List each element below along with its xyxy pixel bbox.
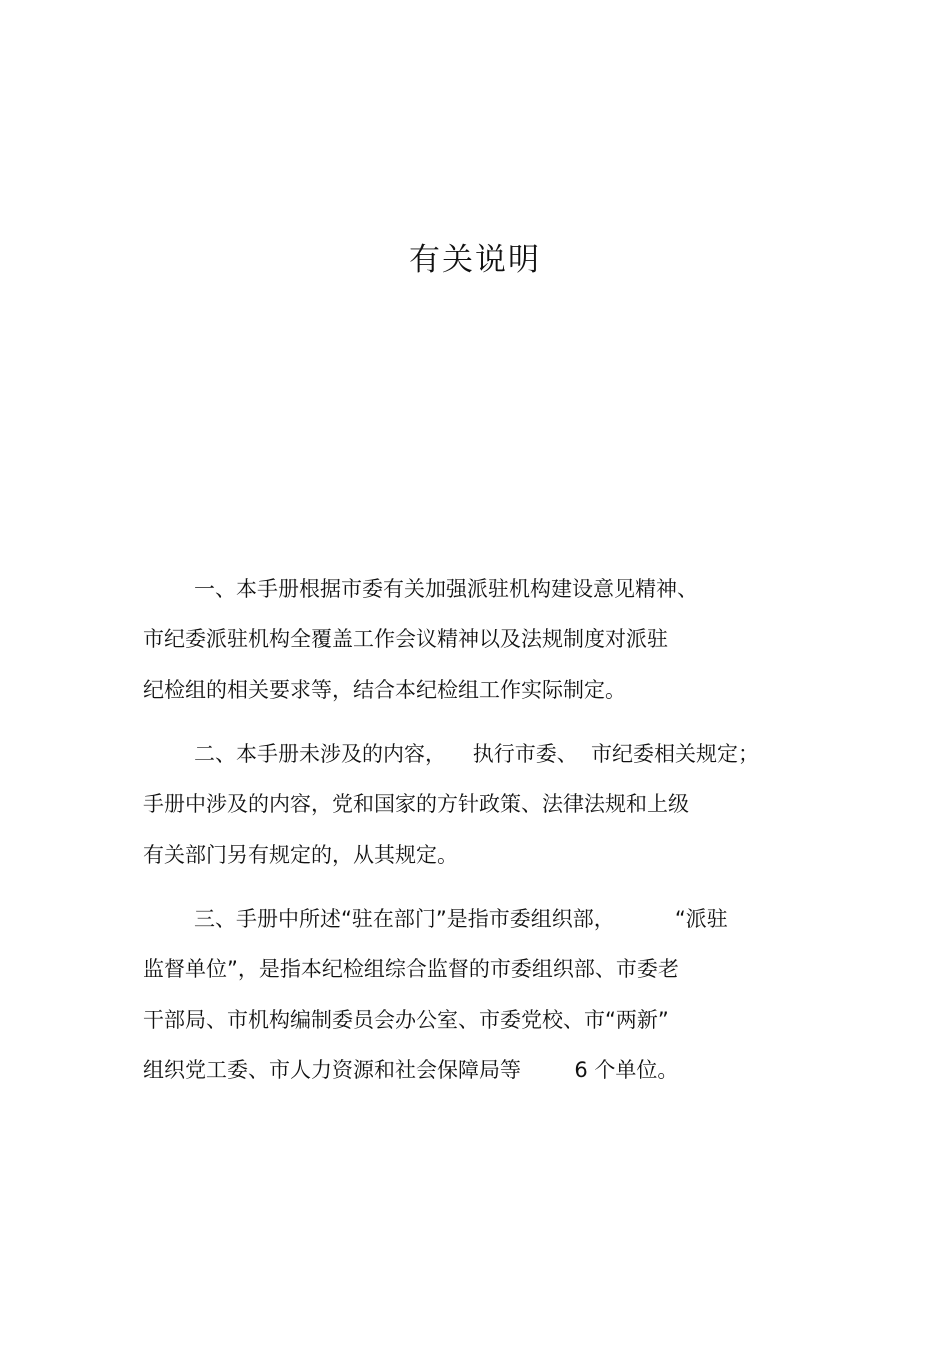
paragraph-line: 市纪委派驻机构全覆盖工作会议精神以及法规制度对派驻 — [143, 627, 668, 651]
page-title: 有关说明 — [409, 242, 541, 278]
paragraph-line: 纪检组的相关要求等，结合本纪检组工作实际制定。 — [143, 678, 626, 702]
paragraph-line: 有关部门另有规定的，从其规定。 — [143, 843, 458, 867]
paragraph-line: 监督单位”，是指本纪检组综合监督的市委组织部、市委老 — [143, 957, 679, 981]
paragraph-line: 手册中涉及的内容，党和国家的方针政策、法律法规和上级 — [143, 792, 689, 816]
paragraph-line: 组织党工委、市人力资源和社会保障局等 6 个单位。 — [143, 1058, 679, 1082]
paragraph-line: 干部局、市机构编制委员会办公室、市委党校、市“两新” — [143, 1008, 669, 1032]
paragraph-line: 三、手册中所述“驻在部门”是指市委组织部， “派驻 — [194, 907, 728, 931]
paragraph-line: 一、本手册根据市委有关加强派驻机构建设意见精神、 — [194, 577, 698, 601]
paragraph-line: 二、本手册未涉及的内容， 执行市委、 市纪委相关规定； — [194, 742, 760, 766]
